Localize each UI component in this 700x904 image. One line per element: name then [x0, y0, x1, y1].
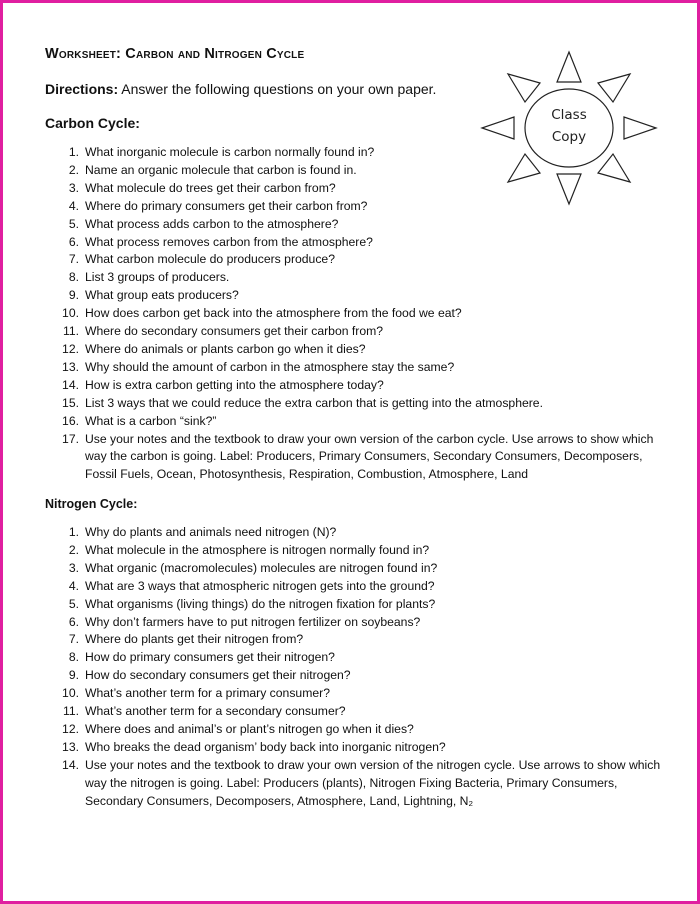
question-text: Who breaks the dead organism’ body back into inorganic nitrogen? [85, 739, 446, 754]
question-text: Use your notes and the textbook to draw your own version of the carbon cycle. Use arrows to show which way the carbon is going. Label: Producers, Primary Consumers, Secondary Consumers, Decomposers, Fossil Fuels, Ocean, Photosynthesis, Respiration, Combustion, Atmosphere, Land [85, 431, 654, 482]
question-text: What group eats producers? [85, 288, 239, 303]
question-number: 3. [68, 180, 79, 195]
question-number: 7. [68, 252, 79, 267]
carbon-question [45, 269, 665, 287]
question-text: Why don’t farmers have to put nitrogen fertilizer on soybeans? [85, 614, 421, 629]
question-text: How do secondary consumers get their nitrogen? [85, 668, 351, 683]
directions [45, 81, 436, 97]
nitrogen-question [45, 596, 665, 614]
nitrogen-question [45, 667, 665, 685]
question-number: 11. [62, 324, 79, 339]
question-text: What is a carbon “sink?” [85, 413, 217, 428]
question-number: 17. [62, 431, 79, 446]
question-text: Where do plants get their nitrogen from? [85, 632, 304, 647]
question-text: What’s another term for a secondary consumer? [85, 704, 346, 719]
question-text: What are 3 ways that atmospheric nitrogen gets into the ground? [85, 578, 435, 593]
question-number: 8. [68, 650, 79, 665]
question-number: 14. [62, 377, 79, 392]
carbon-question [45, 395, 665, 413]
question-number: 9. [68, 288, 79, 303]
question-text: List 3 ways that we could reduce the extra carbon that is getting into the atmosphere. [85, 395, 543, 410]
question-text: What process adds carbon to the atmosphere? [85, 216, 339, 231]
question-text: What organisms (living things) do the nitrogen fixation for plants? [85, 596, 436, 611]
nitrogen-question [45, 631, 665, 649]
question-number: 1. [68, 525, 79, 539]
question-text: How do primary consumers get their nitrogen? [85, 650, 335, 665]
worksheet-title: Worksheet: Carbon and Nitrogen Cycle [45, 46, 305, 62]
question-number: 14. [62, 757, 79, 772]
badge-line2: Copy [551, 129, 587, 145]
question-text: What organic (macromolecules) molecules are nitrogen found in? [85, 560, 438, 575]
nitrogen-question [45, 542, 665, 560]
question-number: 2. [68, 542, 79, 557]
nitrogen-question [45, 721, 665, 739]
nitrogen-question [45, 524, 665, 542]
question-text: Where do primary consumers get their carbon from? [85, 198, 368, 213]
carbon-question [45, 413, 665, 431]
question-number: 9. [68, 668, 79, 683]
carbon-question [45, 323, 665, 341]
question-text: Use your notes and the textbook to draw your own version of the nitrogen cycle. Use arrows to show which way the nitrogen is going. Label: Producers (plants), Nitrogen Fixing Bacteria, Primary Consumers, Secondary Consumers, Decomposers, Atmosphere, Land, Lightning, N₂ [85, 757, 661, 808]
question-number: 11. [62, 704, 79, 719]
question-text: How does carbon get back into the atmosphere from the food we eat? [85, 306, 462, 321]
question-number: 5. [68, 216, 79, 231]
nitrogen-question [45, 578, 665, 596]
question-text: Name an organic molecule that carbon is found in. [85, 162, 357, 177]
question-number: 4. [68, 578, 79, 593]
carbon-question [45, 234, 665, 252]
question-number: 10. [62, 306, 79, 321]
question-text: What molecule in the atmosphere is nitrogen normally found in? [85, 542, 430, 557]
question-number: 8. [68, 270, 79, 285]
question-number: 10. [62, 686, 79, 701]
nitrogen-question [45, 560, 665, 578]
question-number: 13. [62, 739, 79, 754]
nitrogen-question [45, 649, 665, 667]
question-number: 12. [62, 721, 79, 736]
question-text: Why do plants and animals need nitrogen (N)? [85, 525, 337, 539]
question-number: 12. [62, 341, 79, 356]
question-number: 1. [68, 145, 79, 159]
sun-icon [480, 48, 658, 208]
question-number: 2. [68, 162, 79, 177]
question-text: What’s another term for a primary consumer? [85, 686, 330, 701]
nitrogen-heading: Nitrogen Cycle: [45, 497, 138, 511]
directions-label: Directions: [45, 81, 119, 97]
nitrogen-question [45, 703, 665, 721]
nitrogen-question [45, 614, 665, 632]
question-text: Where does and animal’s or plant’s nitrogen go when it dies? [85, 721, 414, 736]
question-number: 5. [68, 596, 79, 611]
nitrogen-question [45, 685, 665, 703]
question-number: 6. [68, 614, 79, 629]
badge-line1: Class [551, 107, 587, 123]
question-text: List 3 groups of producers. [85, 270, 230, 285]
question-number: 16. [62, 413, 79, 428]
carbon-question [45, 359, 665, 377]
carbon-question [45, 216, 665, 234]
question-text: Why should the amount of carbon in the atmosphere stay the same? [85, 359, 455, 374]
question-text: What carbon molecule do producers produce? [85, 252, 335, 267]
nitrogen-question-list [45, 524, 665, 811]
carbon-heading: Carbon Cycle: [45, 115, 140, 131]
question-text: How is extra carbon getting into the atmosphere today? [85, 377, 384, 392]
carbon-question [45, 305, 665, 323]
nitrogen-question [45, 757, 665, 811]
directions-text: Answer the following questions on your own paper. [118, 81, 437, 97]
carbon-question [45, 377, 665, 395]
carbon-question [45, 287, 665, 305]
carbon-question [45, 251, 665, 269]
question-text: Where do secondary consumers get their carbon from? [85, 324, 384, 339]
carbon-question [45, 431, 665, 485]
question-text: Where do animals or plants carbon go when it dies? [85, 341, 366, 356]
question-number: 15. [62, 395, 79, 410]
question-number: 4. [68, 198, 79, 213]
question-text: What inorganic molecule is carbon normally found in? [85, 145, 375, 159]
question-text: What process removes carbon from the atmosphere? [85, 234, 373, 249]
question-number: 6. [68, 234, 79, 249]
question-text: What molecule do trees get their carbon from? [85, 180, 336, 195]
question-number: 3. [68, 560, 79, 575]
nitrogen-question [45, 739, 665, 757]
carbon-question [45, 341, 665, 359]
question-number: 7. [68, 632, 79, 647]
question-number: 13. [62, 359, 79, 374]
